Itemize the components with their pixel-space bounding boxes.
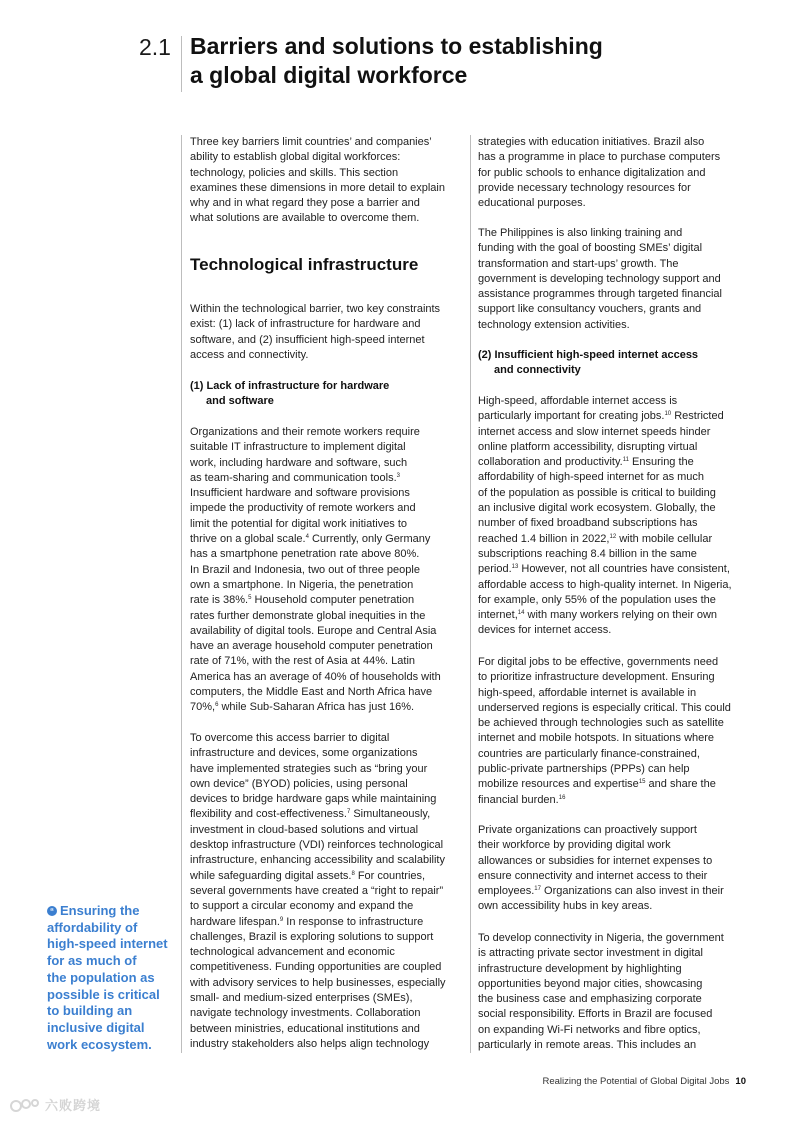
text-line: collaboration and productivity. (478, 456, 623, 469)
text-line: Currently, only Germany (308, 533, 431, 546)
text-line: suitable IT infrastructure to implement digital (190, 441, 406, 454)
text-line: while safeguarding digital assets. (190, 869, 352, 882)
text-line: availability of digital tools. Europe and Central Asia (190, 624, 437, 637)
text-line: navigate technology investments. Collaboration (190, 1007, 421, 1020)
page-footer (542, 1076, 746, 1087)
text-line: investment in cloud-based solutions and virtual (190, 823, 419, 836)
footnote-ref: 10 (664, 411, 672, 418)
title-line: a global digital workforce (190, 62, 468, 88)
quote-line: for as much of (47, 953, 137, 969)
footnote-ref: 9 (279, 916, 284, 923)
constraints-paragraph (190, 302, 440, 363)
text-line: For countries, (354, 869, 426, 882)
text-line: has a smartphone penetration rate above 80%. (190, 548, 420, 561)
quote-line: high-speed internet (47, 936, 168, 952)
text-line: strategies with education initiatives. Brazil also (478, 136, 705, 148)
text-line: several governments have created a “right to repair” (190, 884, 444, 897)
text-line: Insufficient hardware and software provisions (190, 487, 410, 500)
title-line: Barriers and solutions to establishing (190, 33, 603, 59)
text-line: financial burden. (478, 793, 559, 806)
quote-line: possible is critical (47, 986, 160, 1002)
text-line: software, and (2) insufficient high-speed internet (190, 333, 425, 346)
text-line: as team-sharing and communication tools. (190, 471, 397, 484)
text-line: Ensuring the (628, 456, 694, 469)
text-line: what solutions are available to overcome them. (190, 212, 420, 225)
text-line: reached 1.4 billion in 2022, (478, 532, 610, 545)
text-line: devices to bridge hardware gaps while maintaining (190, 793, 437, 806)
text-line: Organizations can also invest in their (540, 885, 724, 898)
text-line: public-private partnerships (PPPs) can help (478, 763, 690, 776)
text-line: number of fixed broadband subscriptions has (478, 517, 698, 530)
text-line: of the population as possible is critical to building (478, 486, 716, 499)
text-line: technology extension activities. (478, 318, 630, 331)
text-line: educational purposes. (478, 197, 586, 210)
subheading-internet (478, 348, 698, 379)
text-line: challenges, Brazil is exploring solutions to support (190, 930, 434, 943)
text-line: be achieved through technologies such as satellite (478, 717, 724, 730)
text-line: The Philippines is also linking training and (478, 227, 683, 239)
text-line: online platform accessibility, disrupting virtual (478, 440, 698, 453)
text-line: exist: (1) lack of infrastructure for hardware and (190, 318, 421, 331)
text-line: particularly in remote areas. This includes an (478, 1039, 697, 1052)
text-line: limit the potential for digital work initiatives to (190, 517, 408, 530)
text-line: Restricted (671, 410, 724, 423)
text-line: and software (206, 395, 274, 408)
text-line: between ministries, educational institutions and (190, 1022, 420, 1035)
text-line: to prioritize infrastructure development. Ensuring (478, 671, 715, 684)
intro-paragraph (190, 135, 445, 227)
text-line: High-speed, affordable internet access is (478, 395, 678, 407)
footnote-ref: 14 (517, 610, 525, 617)
footnote-ref: 5 (248, 595, 252, 602)
text-line: while Sub-Saharan Africa has just 16%. (221, 701, 415, 714)
text-line: thrive on a global scale. (190, 533, 306, 546)
text-line: Simultaneously, (350, 808, 431, 821)
footnote-ref: 17 (534, 886, 541, 893)
text-line: period. (478, 563, 512, 576)
footnote-ref: 16 (558, 794, 566, 801)
text-line: To develop connectivity in Nigeria, the government (478, 932, 724, 944)
page-title (190, 32, 603, 90)
text-line: with mobile cellular (616, 532, 713, 545)
text-line: employees. (478, 885, 535, 898)
hardware-paragraph (190, 425, 441, 716)
text-line: computers, the Middle East and North Africa have (190, 686, 433, 699)
text-line: particularly important for creating jobs. (478, 410, 665, 423)
watermark-logo-icon (8, 1096, 42, 1114)
text-line: Within the technological barrier, two key constraints (190, 303, 441, 315)
text-line: rate of 71%, with the rest of Asia at 44%. Latin (190, 655, 416, 668)
text-line: have implemented strategies such as “bring your (190, 762, 428, 775)
text-line: affordable access to high-quality internet. In Nigeria, (478, 578, 732, 591)
footnote-ref: 8 (351, 870, 355, 877)
section-number: 2.1 (139, 34, 171, 60)
philippines-paragraph (478, 226, 722, 333)
text-line: with advisory services to help businesses, especially (190, 976, 446, 989)
text-line: with many workers relying on their own (524, 609, 718, 622)
text-line: funding with the goal of boosting SMEs’ digital (478, 242, 703, 255)
text-line: small- and medium-sized enterprises (SMEs), (190, 992, 413, 1005)
text-line: Organizations and their remote workers require (190, 426, 420, 438)
text-line: on expanding Wi-Fi networks and fibre optics, (478, 1023, 701, 1036)
text-line: 70%, (190, 701, 216, 714)
text-line: is attracting private sector investment in digital (478, 947, 703, 960)
text-line: own accessibility hubs in key areas. (478, 900, 653, 913)
text-line: own device” (BYOD) policies, using personal (190, 777, 408, 790)
text-line: technological advancement and economic (190, 946, 395, 959)
text-line: In Brazil and Indonesia, two out of three people (190, 563, 420, 576)
text-line: affordability of high-speed internet for as much (478, 471, 705, 484)
footnote-ref: 11 (622, 457, 629, 464)
text-line: why and in what regard they pose a barrier and (190, 197, 420, 210)
text-line: rate is 38%. (190, 594, 249, 607)
text-line: internet and mobile hotspots. In situations where (478, 732, 715, 745)
page-number: 10 (735, 1076, 746, 1087)
text-line: Private organizations can proactively support (478, 824, 697, 836)
text-line: (2) Insufficient high-speed internet access (478, 349, 699, 361)
text-line: In response to infrastructure (283, 915, 424, 928)
access-barrier-paragraph (190, 731, 446, 1052)
footnote-ref: 3 (396, 472, 401, 479)
text-line: transformation and start-ups’ growth. The (478, 257, 679, 270)
text-line: flexibility and cost-effectiveness. (190, 808, 347, 821)
text-line: hardware lifespan. (190, 915, 280, 928)
column-divider-middle (470, 135, 471, 1053)
text-line: ensure connectivity and internet access to their (478, 869, 708, 882)
text-line: government is developing technology support and (478, 272, 721, 285)
text-line: their workforce by providing digital work (478, 839, 671, 852)
text-line: Three key barriers limit countries’ and companies’ (190, 136, 432, 148)
text-line: underserved regions is especially critical. This could (478, 701, 731, 714)
section-heading: Technological infrastructure (190, 255, 419, 274)
text-line: support like consultancy vouchers, grants and (478, 303, 702, 316)
text-line: infrastructure, enhancing accessibility and scalability (190, 854, 445, 867)
footnote-ref: 12 (609, 533, 617, 540)
footer-title: Realizing the Potential of Global Digital Jobs (542, 1076, 730, 1087)
text-line: access and connectivity. (190, 348, 309, 361)
text-line: opportunities beyond major cities, showcasing (478, 977, 703, 990)
text-line: (1) Lack of infrastructure for hardware (190, 380, 390, 392)
text-line: To overcome this access barrier to digital (190, 732, 390, 744)
text-line: rates further demonstrate global inequities in the (190, 609, 426, 622)
text-line: high-speed, affordable internet is available in (478, 686, 697, 699)
text-line: examines these dimensions in more detail to explain (190, 181, 445, 194)
pull-quote (47, 903, 168, 1053)
quote-line: to building an (47, 1003, 133, 1019)
text-line: have an average household computer penetration (190, 640, 433, 653)
text-line: ability to establish global digital workforces: (190, 151, 401, 164)
text-line: internet access and slow internet speeds hinder (478, 425, 711, 438)
text-line: For digital jobs to be effective, governments need (478, 656, 719, 668)
quote-line: work ecosystem. (47, 1036, 152, 1052)
text-line: countries are particularly finance-constrained, (478, 747, 700, 760)
column-divider-left (181, 135, 182, 1053)
text-line: Household computer penetration (251, 594, 415, 607)
text-line: and connectivity (494, 364, 581, 377)
text-line: for public schools to enhance digitalization and (478, 166, 706, 179)
footnote-ref: 6 (215, 702, 219, 709)
text-line: industry stakeholders also helps align technology (190, 1037, 430, 1050)
footnote-ref: 4 (305, 534, 309, 541)
text-line: subscriptions reaching 8.4 billion in the same (478, 547, 697, 560)
text-line: to support a circular economy and expand the (190, 900, 414, 913)
text-line: assistance programmes through targeted financial (478, 288, 722, 301)
text-line: allowances or subsidies for internet expenses to (478, 854, 713, 867)
text-line: infrastructure and devices, some organizations (190, 747, 418, 760)
title-divider (181, 36, 182, 92)
text-line: work, including hardware and software, such (190, 456, 408, 469)
text-line: technology, policies and skills. This section (190, 166, 399, 179)
quote-line: Ensuring the (60, 903, 140, 918)
text-line: mobilize resources and expertise (478, 778, 639, 791)
nigeria-paragraph (478, 931, 724, 1053)
subheading-hardware (190, 379, 389, 410)
text-line: own a smartphone. In Nigeria, the penetration (190, 578, 414, 591)
text-line: has a programme in place to purchase computers (478, 151, 721, 164)
governments-paragraph (478, 655, 731, 808)
text-line: an inclusive digital work ecosystem. Globally, the (478, 502, 716, 515)
brazil-paragraph (478, 135, 720, 211)
quote-line: inclusive digital (47, 1019, 145, 1035)
text-line: infrastructure development by highlighting (478, 962, 682, 975)
quote-icon: “ (47, 906, 57, 916)
footnote-ref: 7 (346, 809, 351, 816)
text-line: However, not all countries have consistent, (518, 563, 730, 576)
text-line: social responsibility. Efforts in Brazil are focused (478, 1008, 713, 1021)
quote-line: affordability of (47, 919, 138, 935)
text-line: for example, only 55% of the population uses the (478, 593, 716, 606)
text-line: impede the productivity of remote workers and (190, 502, 416, 515)
watermark-text: 六败跨境 (45, 1098, 102, 1113)
text-line: desktop infrastructure (VDI) reinforces technological (190, 839, 444, 852)
footnote-ref: 13 (511, 564, 519, 571)
text-line: the business case and emphasizing corporate (478, 993, 702, 1006)
text-line: competitiveness. Funding opportunities are coupled (190, 961, 442, 974)
text-line: and share the (645, 778, 716, 791)
footnote-ref: 15 (638, 779, 646, 786)
internet-paragraph (478, 394, 732, 639)
quote-line: the population as (47, 969, 155, 985)
text-line: devices for internet access. (478, 624, 612, 637)
private-orgs-paragraph (478, 823, 724, 915)
text-line: provide necessary technology resources for (478, 181, 691, 194)
watermark (8, 1095, 101, 1114)
text-line: internet, (478, 609, 518, 622)
text-line: America has an average of 40% of households with (190, 670, 441, 683)
